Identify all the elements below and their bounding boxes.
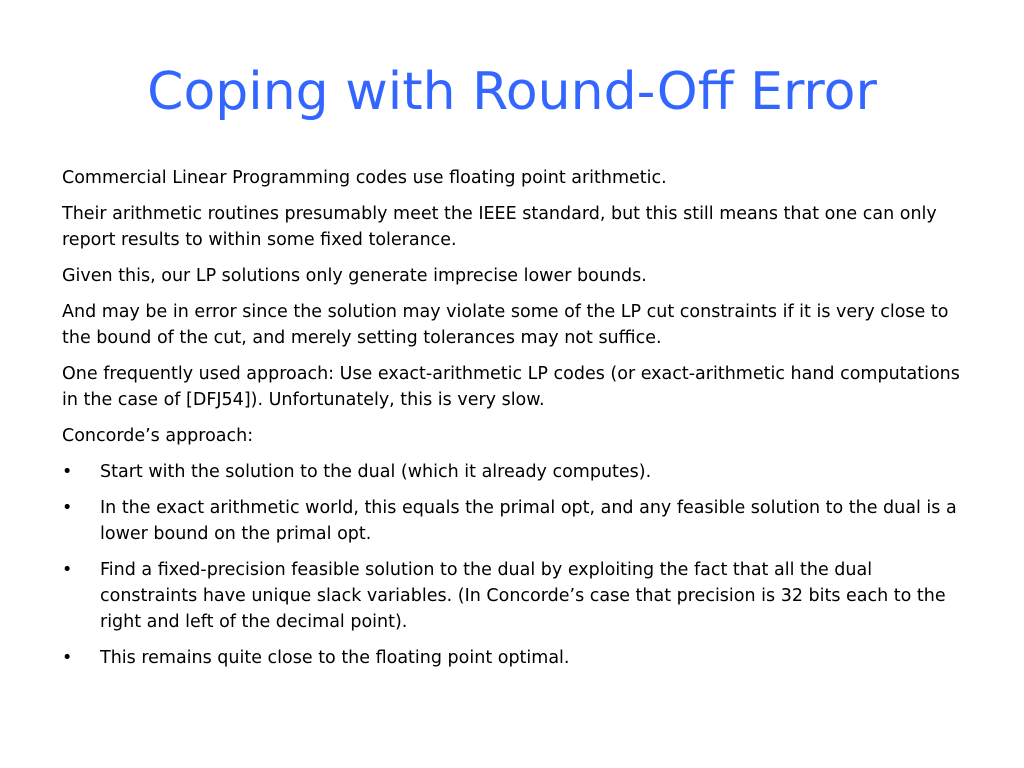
bullet-list: [62, 459, 962, 671]
bullet-icon: •: [62, 498, 73, 518]
bullet-icon: •: [62, 560, 73, 580]
bullet-text: Find a fixed-precision feasible solution to the dual by exploiting the fact that all the dual constraints have unique slack variables. (In Concorde’s case that precision is 32 bits each to the right and left of the decimal point).: [100, 560, 946, 632]
paragraph-concorde-approach: Concorde’s approach:: [62, 426, 254, 446]
bullet-icon: •: [62, 648, 73, 668]
bullet-text: Start with the solution to the dual (which it already computes).: [100, 462, 652, 482]
slide-title: Coping with Round-Off Error: [147, 62, 877, 122]
paragraph-imprecise-bounds: Given this, our LP solutions only generate imprecise lower bounds.: [62, 266, 647, 286]
bullet-text: In the exact arithmetic world, this equals the primal opt, and any feasible solution to the dual is a lower bound on the primal opt.: [100, 498, 957, 544]
bullet-icon: •: [62, 462, 73, 482]
bullet-item: [62, 495, 962, 547]
paragraph-ieee-standard: Their arithmetic routines presumably meet the IEEE standard, but this still means that one can only report results to within some fixed tolerance.: [62, 204, 937, 250]
bullet-text: This remains quite close to the floating point optimal.: [100, 648, 570, 668]
slide-body: [62, 165, 962, 681]
paragraph-commercial-lp: Commercial Linear Programming codes use floating point arithmetic.: [62, 168, 667, 188]
bullet-item: [62, 557, 962, 635]
paragraph-cut-constraints: And may be in error since the solution may violate some of the LP cut constraints if it is very close to the bound of the cut, and merely setting tolerances may not suffice.: [62, 302, 949, 348]
bullet-item: [62, 645, 962, 671]
paragraph-exact-arithmetic: One frequently used approach: Use exact-arithmetic LP codes (or exact-arithmetic hand computations in the case of [DFJ54]). Unfortunately, this is very slow.: [62, 364, 960, 410]
bullet-item: [62, 459, 962, 485]
